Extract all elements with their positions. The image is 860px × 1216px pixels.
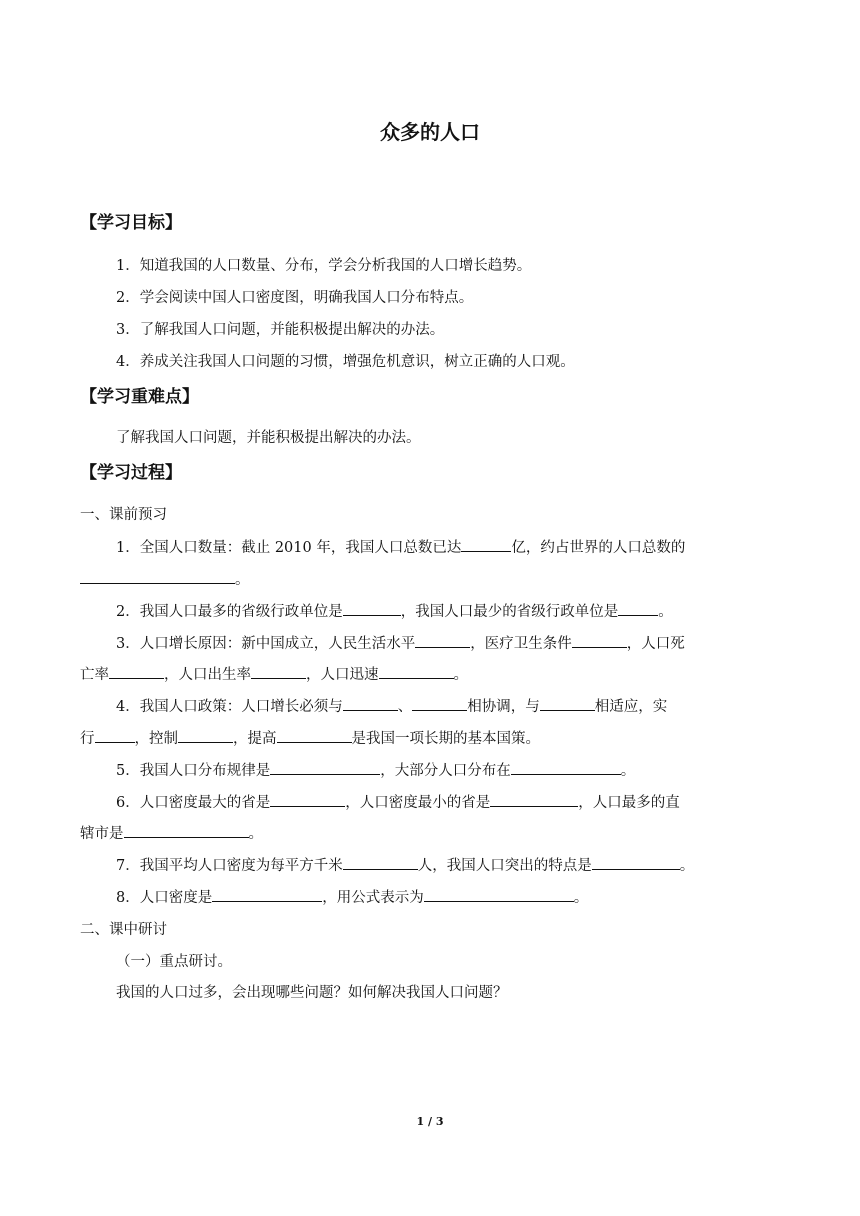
q8-text-c: 。 bbox=[573, 890, 589, 906]
q4-blank-3[interactable] bbox=[540, 696, 595, 711]
page-number: 1 / 3 bbox=[416, 1115, 444, 1128]
q2-blank-2[interactable] bbox=[618, 601, 658, 616]
q1-text-a: 1．全国人口数量：截止 2010 年，我国人口总数已达 bbox=[116, 540, 462, 556]
q1-blank-2[interactable] bbox=[80, 569, 235, 584]
discussion-question: 我国的人口过多，会出现哪些问题？如何解决我国人口问题？ bbox=[116, 985, 508, 1001]
question-3-line-2 bbox=[80, 663, 468, 684]
q2-text-b: ，我国人口最少的省级行政单位是 bbox=[400, 604, 619, 620]
q5-text-b: ，大部分人口分布在 bbox=[380, 763, 511, 779]
q6-text-d: 辖市是 bbox=[80, 826, 124, 842]
q6-blank-1[interactable] bbox=[270, 792, 345, 807]
q4-blank-5[interactable] bbox=[178, 728, 233, 743]
question-1-line-2 bbox=[80, 568, 250, 589]
q6-blank-2[interactable] bbox=[490, 792, 578, 807]
q3-text-f: ，人口迅速 bbox=[306, 667, 379, 683]
part2-heading: 二、课中研讨 bbox=[80, 922, 167, 938]
question-3-line-1 bbox=[116, 632, 685, 653]
q6-text-e: 。 bbox=[248, 826, 263, 842]
question-8 bbox=[116, 886, 588, 907]
q3-blank-3[interactable] bbox=[109, 664, 164, 679]
goal-item-1: 1．知道我国的人口数量、分布，学会分析我国的人口增长趋势。 bbox=[116, 258, 532, 274]
question-2 bbox=[116, 600, 673, 621]
goal-item-4: 4．养成关注我国人口问题的习惯，增强危机意识，树立正确的人口观。 bbox=[116, 354, 575, 370]
q5-blank-1[interactable] bbox=[270, 760, 380, 775]
q3-text-d: 亡率 bbox=[80, 667, 109, 683]
q8-blank-2[interactable] bbox=[424, 887, 574, 902]
q7-text-b: 人，我国人口突出的特点是 bbox=[417, 858, 592, 874]
q3-text-c: ，人口死 bbox=[626, 636, 685, 652]
q2-blank-1[interactable] bbox=[343, 601, 401, 616]
q3-text-g: 。 bbox=[453, 667, 468, 683]
q3-blank-2[interactable] bbox=[572, 633, 627, 648]
q2-text-a: 2．我国人口最多的省级行政单位是 bbox=[116, 604, 343, 620]
q4-text-a: 4．我国人口政策：人口增长必须与 bbox=[116, 699, 343, 715]
q3-text-e: ，人口出生率 bbox=[164, 667, 251, 683]
q1-blank-1[interactable] bbox=[461, 537, 511, 552]
q4-text-d: 相适应，实 bbox=[594, 699, 668, 715]
q4-text-e: 行 bbox=[80, 731, 95, 747]
q4-text-c: 相协调，与 bbox=[467, 699, 540, 715]
process-heading: 【学习过程】 bbox=[80, 463, 182, 483]
q4-blank-6[interactable] bbox=[277, 728, 352, 743]
goals-heading: 【学习目标】 bbox=[80, 213, 182, 233]
q4-text-f: ，控制 bbox=[134, 731, 178, 747]
goal-item-2: 2．学会阅读中国人口密度图，明确我国人口分布特点。 bbox=[116, 290, 474, 306]
q6-text-c: ，人口最多的直 bbox=[578, 795, 680, 811]
q8-blank-1[interactable] bbox=[212, 887, 322, 902]
q2-text-c: 。 bbox=[658, 604, 673, 620]
goal-item-3: 3．了解我国人口问题，并能积极提出解决的办法。 bbox=[116, 322, 445, 338]
key-points-heading: 【学习重难点】 bbox=[80, 387, 199, 407]
key-points-text: 了解我国人口问题，并能积极提出解决的办法。 bbox=[116, 430, 421, 446]
question-1-line-1 bbox=[116, 536, 685, 557]
q8-text-a: 8．人口密度是 bbox=[116, 890, 213, 906]
q3-blank-4[interactable] bbox=[251, 664, 306, 679]
q7-blank-1[interactable] bbox=[343, 855, 418, 870]
question-7 bbox=[116, 854, 694, 875]
q4-text-b: 、 bbox=[397, 699, 413, 715]
q4-text-h: 是我国一项长期的基本国策。 bbox=[351, 731, 540, 747]
q4-text-g: ，提高 bbox=[233, 731, 277, 747]
q6-text-a: 6．人口密度最大的省是 bbox=[116, 795, 271, 811]
q4-blank-4[interactable] bbox=[95, 728, 135, 743]
q5-blank-2[interactable] bbox=[511, 760, 621, 775]
q7-blank-2[interactable] bbox=[592, 855, 680, 870]
q1-text-c: 。 bbox=[235, 572, 250, 588]
question-6-line-1 bbox=[116, 791, 680, 812]
sub-heading-1: （一）重点研讨。 bbox=[116, 954, 232, 970]
page-title: 众多的人口 bbox=[380, 120, 480, 144]
q6-blank-3[interactable] bbox=[124, 823, 249, 838]
part1-heading: 一、课前预习 bbox=[80, 507, 167, 523]
question-4-line-2 bbox=[80, 727, 540, 748]
q3-text-a: 3．人口增长原因：新中国成立，人民生活水平 bbox=[116, 636, 416, 652]
q4-blank-1[interactable] bbox=[343, 696, 398, 711]
q8-text-b: ，用公式表示为 bbox=[322, 890, 424, 906]
q3-text-b: ，医疗卫生条件 bbox=[470, 636, 572, 652]
q5-text-c: 。 bbox=[620, 763, 636, 779]
question-6-line-2 bbox=[80, 822, 263, 843]
q6-text-b: ，人口密度最小的省是 bbox=[345, 795, 491, 811]
question-5 bbox=[116, 759, 635, 780]
question-4-line-1 bbox=[116, 695, 667, 716]
q5-text-a: 5．我国人口分布规律是 bbox=[116, 763, 271, 779]
q3-blank-5[interactable] bbox=[379, 664, 454, 679]
q7-text-a: 7．我国平均人口密度为每平方千米 bbox=[116, 858, 343, 874]
q7-text-c: 。 bbox=[679, 858, 695, 874]
q3-blank-1[interactable] bbox=[415, 633, 470, 648]
q4-blank-2[interactable] bbox=[412, 696, 467, 711]
q1-text-b: 亿，约占世界的人口总数的 bbox=[511, 540, 686, 556]
